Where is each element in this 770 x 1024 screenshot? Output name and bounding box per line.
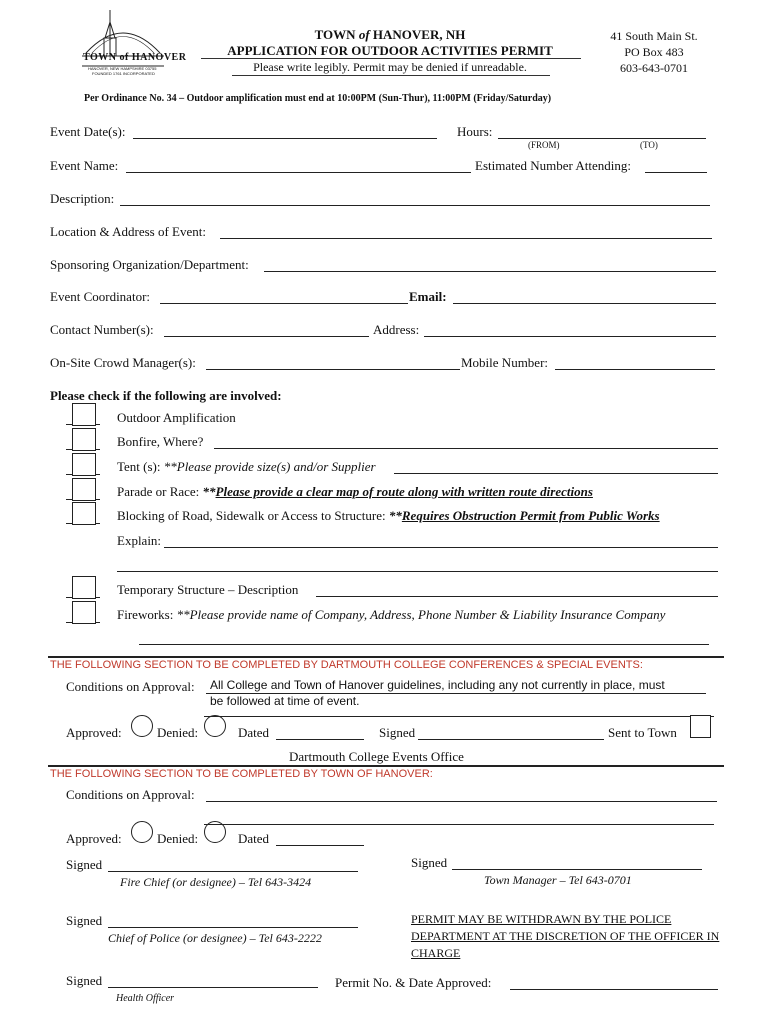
est-attending-label: Estimated Number Attending: <box>475 158 631 173</box>
town-manager-signed-label: Signed <box>411 855 448 870</box>
note-underline <box>232 75 550 76</box>
mobile-label: Mobile Number: <box>461 355 549 370</box>
amplification-checkbox[interactable] <box>72 403 96 426</box>
hours-from-label: (FROM) <box>528 140 560 150</box>
health-officer-caption: Health Officer <box>116 993 175 1004</box>
health-officer-signature-field[interactable] <box>108 987 318 988</box>
fire-chief-signed-label: Signed <box>66 857 103 872</box>
sponsoring-field[interactable] <box>264 271 716 272</box>
parade-label: Parade or Race: **Please provide a clear map of route along with written route directions <box>117 484 593 499</box>
tent-label: Tent (s): **Please provide size(s) and/or Supplier <box>117 459 376 474</box>
amplification-label: Outdoor Amplification <box>117 410 236 425</box>
blocking-label: Blocking of Road, Sidewalk or Access to Structure: **Requires Obstruction Permit from Public Works <box>117 508 660 523</box>
town-manager-signature-field[interactable] <box>452 869 702 870</box>
crowd-manager-field[interactable] <box>206 369 460 370</box>
sponsoring-label: Sponsoring Organization/Department: <box>50 257 249 272</box>
form-subtitle: APPLICATION FOR OUTDOOR ACTIVITIES PERMIT <box>227 43 553 58</box>
town-conditions-field-2[interactable] <box>204 824 714 825</box>
temp-structure-checkbox[interactable] <box>72 576 96 599</box>
logo-sub1: HANOVER, NEW HAMPSHIRE 03755 <box>88 66 157 71</box>
temp-structure-label: Temporary Structure – Description <box>117 582 299 597</box>
dartmouth-heading: THE FOLLOWING SECTION TO BE COMPLETED BY DARTMOUTH COLLEGE CONFERENCES & SPECIAL EVENTS: <box>50 659 643 671</box>
logo-sub2: FOUNDED 1761 INCORPORATED <box>92 71 155 76</box>
fireworks-label: Fireworks: **Please provide name of Company, Address, Phone Number & Liability Insurance Company <box>117 607 666 622</box>
health-officer-signed-label: Signed <box>66 973 103 988</box>
dartmouth-conditions-line2[interactable]: be followed at time of event. <box>210 694 360 708</box>
checklist-heading: Please check if the following are involved: <box>50 388 282 403</box>
location-field[interactable] <box>220 238 712 239</box>
dartmouth-signed-label: Signed <box>379 725 416 740</box>
hours-label: Hours: <box>457 124 493 139</box>
subtitle-underline <box>201 58 581 59</box>
town-conditions-label: Conditions on Approval: <box>66 787 195 802</box>
dartmouth-office: Dartmouth College Events Office <box>289 749 464 764</box>
dartmouth-conditions-line1[interactable]: All College and Town of Hanover guidelines, including any not currently in place, must <box>210 678 665 692</box>
bonfire-field[interactable] <box>214 448 718 449</box>
police-chief-signed-label: Signed <box>66 913 103 928</box>
contact-label: Contact Number(s): <box>50 322 154 337</box>
event-dates-field[interactable] <box>133 138 437 139</box>
explain-field[interactable] <box>164 547 718 548</box>
town-approved-label: Approved: <box>66 831 122 846</box>
dartmouth-denied-label: Denied: <box>157 725 199 740</box>
explain-field-2[interactable] <box>117 571 718 572</box>
dartmouth-dated-field[interactable] <box>276 739 364 740</box>
fireworks-checkbox[interactable] <box>72 601 96 624</box>
town-phone: 603-643-0701 <box>620 61 688 75</box>
town-denied-label: Denied: <box>157 831 199 846</box>
town-conditions-field[interactable] <box>206 801 717 802</box>
address-label: Address: <box>373 322 420 337</box>
hours-to-label: (TO) <box>640 140 658 150</box>
permit-no-label: Permit No. & Date Approved: <box>335 975 492 990</box>
dartmouth-signed-field[interactable] <box>418 739 604 740</box>
bonfire-label: Bonfire, Where? <box>117 434 204 449</box>
town-dated-field[interactable] <box>276 845 364 846</box>
fireworks-field[interactable] <box>139 644 709 645</box>
police-chief-signature-field[interactable] <box>108 927 358 928</box>
town-manager-caption: Town Manager – Tel 643-0701 <box>484 873 632 887</box>
police-chief-caption: Chief of Police (or designee) – Tel 643-2222 <box>108 931 322 945</box>
dartmouth-approved-label: Approved: <box>66 725 122 740</box>
town-denied-radio[interactable] <box>204 821 226 843</box>
coordinator-field[interactable] <box>160 303 408 304</box>
address-field[interactable] <box>424 336 716 337</box>
mobile-field[interactable] <box>555 369 715 370</box>
address-line1: 41 South Main St. <box>610 29 698 43</box>
dartmouth-dated-label: Dated <box>238 725 270 740</box>
conditions-underline <box>204 716 714 717</box>
page-title: TOWN of HANOVER, NH <box>314 27 466 42</box>
withdraw-notice-line3: CHARGE <box>411 946 461 960</box>
event-name-field[interactable] <box>126 172 471 173</box>
permit-no-field[interactable] <box>510 989 718 990</box>
email-field[interactable] <box>453 303 716 304</box>
contact-field[interactable] <box>164 336 369 337</box>
sent-to-town-checkbox[interactable] <box>690 715 711 738</box>
est-attending-field[interactable] <box>645 172 707 173</box>
sent-to-town-label: Sent to Town <box>608 725 677 740</box>
temp-structure-field[interactable] <box>316 596 718 597</box>
hours-field[interactable] <box>498 138 706 139</box>
blocking-checkbox[interactable] <box>72 502 96 525</box>
town-heading: THE FOLLOWING SECTION TO BE COMPLETED BY TOWN OF HANOVER: <box>50 768 433 780</box>
fire-chief-caption: Fire Chief (or designee) – Tel 643-3424 <box>120 875 312 889</box>
tent-checkbox[interactable] <box>72 453 96 476</box>
town-approved-radio[interactable] <box>131 821 153 843</box>
tent-field[interactable] <box>394 473 718 474</box>
event-dates-label: Event Date(s): <box>50 124 126 139</box>
section-divider <box>48 765 724 767</box>
coordinator-label: Event Coordinator: <box>50 289 151 304</box>
fire-chief-signature-field[interactable] <box>108 871 358 872</box>
description-field[interactable] <box>120 205 710 206</box>
address-line2: PO Box 483 <box>624 45 684 59</box>
dartmouth-conditions-label: Conditions on Approval: <box>66 679 195 694</box>
withdraw-notice-line2: DEPARTMENT AT THE DISCRETION OF THE OFFICER IN <box>411 929 720 943</box>
dartmouth-denied-radio[interactable] <box>204 715 226 737</box>
ordinance-note: Per Ordinance No. 34 – Outdoor amplification must end at 10:00PM (Sun-Thur), 11:00PM (Friday/Saturday) <box>84 93 552 104</box>
location-label: Location & Address of Event: <box>50 224 206 239</box>
town-dated-label: Dated <box>238 831 270 846</box>
email-label: Email: <box>409 289 447 304</box>
section-divider <box>48 656 724 658</box>
logo-text: TOWN of HANOVER <box>83 52 187 63</box>
explain-label: Explain: <box>117 533 162 548</box>
withdraw-notice-line1: PERMIT MAY BE WITHDRAWN BY THE POLICE <box>411 912 672 926</box>
parade-checkbox[interactable] <box>72 478 96 501</box>
bonfire-checkbox[interactable] <box>72 428 96 451</box>
event-name-label: Event Name: <box>50 158 119 173</box>
description-label: Description: <box>50 191 115 206</box>
dartmouth-approved-radio[interactable] <box>131 715 153 737</box>
legibility-note: Please write legibly. Permit may be denied if unreadable. <box>253 60 527 74</box>
crowd-manager-label: On-Site Crowd Manager(s): <box>50 355 196 370</box>
